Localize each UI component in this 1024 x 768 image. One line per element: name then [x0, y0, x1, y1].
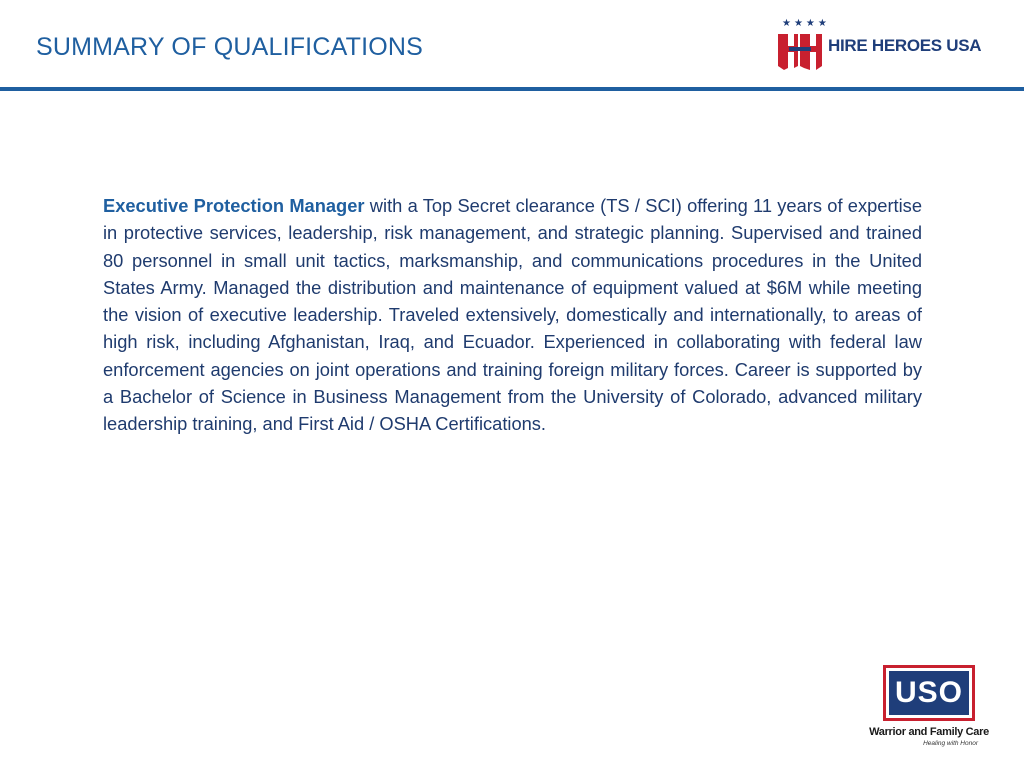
uso-tagline: Warrior and Family Care: [869, 726, 989, 738]
slide-title: SUMMARY OF QUALIFICATIONS: [36, 33, 423, 61]
uso-logo: [864, 662, 994, 752]
qualifications-summary: [103, 192, 922, 438]
header-divider: [0, 87, 1024, 91]
uso-badge: [883, 665, 975, 721]
logo-stars: ★★★★: [782, 18, 830, 29]
hh-shield-icon: [776, 28, 824, 72]
uso-subtagline: Healing with Honor: [923, 740, 978, 747]
summary-body: with a Top Secret clearance (TS / SCI) offering 11 years of expertise in protective services, leadership, risk management, and strategic planning. Supervised and trained 80 personnel in small unit tactics, marksmanship, and communications procedures in the United States Army. Managed the distribution and maintenance of equipment valued at $6M while meeting the vision of executive leadership. Traveled extensively, domestically and internationally, to areas of high risk, including Afghanistan, Iraq, and Ecuador. Experienced in collaborating with federal law enforcement agencies on joint operations and training foreign military forces. Career is supported by a Bachelor of Science in Business Management from the University of Colorado, advanced military leadership training, and First Aid / OSHA Certifications.: [103, 195, 922, 435]
uso-mark: USO: [889, 671, 969, 715]
summary-lead-role: Executive Protection Manager: [103, 195, 365, 216]
hire-heroes-usa-logo: [776, 18, 1006, 72]
hire-heroes-usa-wordmark: HIRE HEROES USA: [828, 36, 982, 55]
